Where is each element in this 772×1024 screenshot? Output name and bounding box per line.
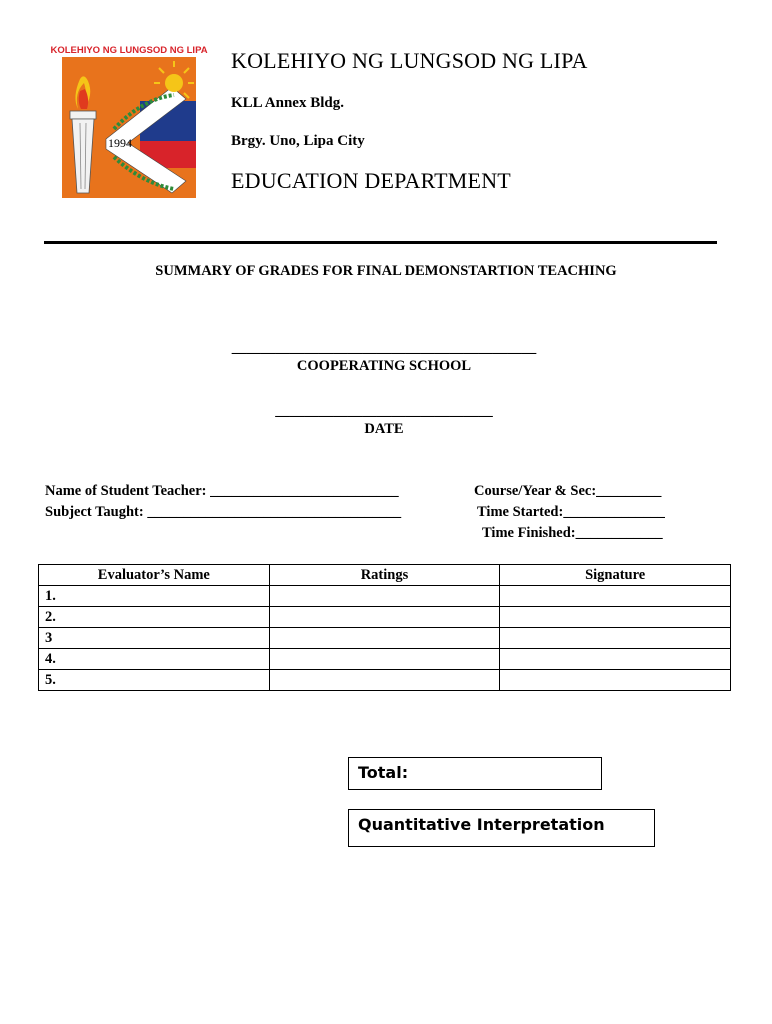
signature-cell[interactable]	[500, 649, 731, 670]
header-ratings: Ratings	[269, 565, 500, 586]
rating-cell[interactable]	[269, 607, 500, 628]
form-title: SUMMARY OF GRADES FOR FINAL DEMONSTARTION TEACHING	[155, 263, 617, 279]
evaluator-name-cell[interactable]: 3	[39, 628, 270, 649]
rating-cell[interactable]	[269, 670, 500, 691]
institution-name: KOLEHIYO NG LUNGSOD NG LIPA	[231, 48, 588, 73]
signature-cell[interactable]	[500, 586, 731, 607]
department-name: EDUCATION DEPARTMENT	[231, 168, 511, 193]
quantitative-interpretation-box[interactable]: Quantitative Interpretation	[348, 809, 655, 847]
header-divider	[44, 241, 717, 244]
course-year-sec-field[interactable]: Course/Year & Sec:_________	[474, 483, 662, 499]
evaluator-name-cell[interactable]: 4.	[39, 649, 270, 670]
table-row	[39, 628, 731, 649]
rating-cell[interactable]	[269, 586, 500, 607]
student-teacher-field[interactable]: Name of Student Teacher: __________________________	[45, 483, 399, 499]
header-signature: Signature	[500, 565, 731, 586]
table-row	[39, 586, 731, 607]
logo-text: KOLEHIYO NG LUNGSOD NG LIPA	[50, 45, 208, 56]
address-line-1: KLL Annex Bldg.	[231, 95, 344, 111]
rating-cell[interactable]	[269, 628, 500, 649]
evaluator-name-cell[interactable]: 5.	[39, 670, 270, 691]
rating-cell[interactable]	[269, 649, 500, 670]
logo-year: 1994	[108, 136, 132, 150]
table-row	[39, 607, 731, 628]
time-finished-field[interactable]: Time Finished:____________	[482, 525, 663, 541]
evaluator-name-cell[interactable]: 1.	[39, 586, 270, 607]
date-blank[interactable]: ______________________________	[275, 403, 493, 419]
date-label: DATE	[364, 421, 404, 437]
evaluator-name-cell[interactable]: 2.	[39, 607, 270, 628]
cooperating-school-blank[interactable]: __________________________________________	[231, 340, 537, 356]
cooperating-school-label: COOPERATING SCHOOL	[296, 358, 472, 374]
header-evaluator-name: Evaluator’s Name	[39, 565, 270, 586]
address-line-2: Brgy. Uno, Lipa City	[231, 133, 365, 149]
table-row	[39, 670, 731, 691]
table-header-row	[39, 565, 731, 586]
subject-taught-field[interactable]: Subject Taught: ___________________________________	[45, 504, 402, 520]
school-logo	[50, 43, 208, 198]
table-row	[39, 649, 731, 670]
signature-cell[interactable]	[500, 607, 731, 628]
total-box[interactable]: Total:	[348, 757, 602, 790]
evaluator-table	[38, 564, 731, 691]
signature-cell[interactable]	[500, 670, 731, 691]
time-started-field[interactable]: Time Started:______________	[477, 504, 665, 520]
signature-cell[interactable]	[500, 628, 731, 649]
